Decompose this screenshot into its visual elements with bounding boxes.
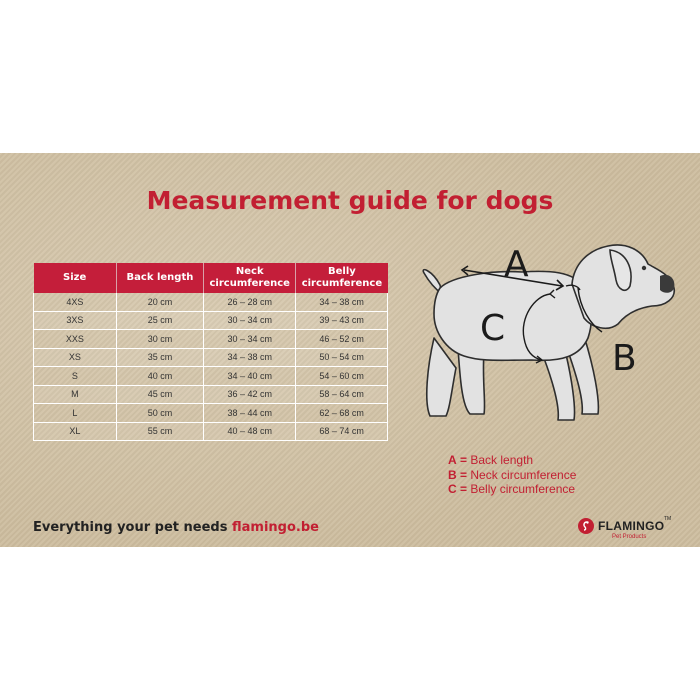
legend-sep-b: = bbox=[460, 467, 468, 482]
legend-item-c bbox=[448, 482, 576, 497]
legend-sep-a: = bbox=[460, 453, 468, 467]
measurement-banner bbox=[0, 153, 700, 547]
cell-neck: 30 – 34 cm bbox=[204, 311, 296, 330]
website-link[interactable]: flamingo.be bbox=[232, 520, 319, 535]
cell-neck: 38 – 44 cm bbox=[204, 404, 296, 423]
cell-neck: 26 – 28 cm bbox=[204, 293, 296, 311]
legend-text-a: Back length bbox=[470, 453, 534, 467]
measurement-legend bbox=[448, 453, 576, 497]
dog-eye bbox=[642, 266, 646, 270]
cell-size: 3XS bbox=[34, 311, 117, 330]
label-b: B bbox=[612, 338, 637, 379]
table-header-row bbox=[34, 263, 388, 293]
cell-belly: 62 – 68 cm bbox=[296, 404, 388, 423]
legend-key-c: C bbox=[448, 482, 457, 496]
dog-nose bbox=[660, 275, 674, 293]
header-neck: Neck circumference bbox=[204, 263, 296, 293]
tagline-text: Everything your pet needs bbox=[33, 520, 228, 535]
legend-text-c: Belly circumference bbox=[470, 482, 576, 496]
legend-item-a bbox=[448, 453, 576, 468]
header-size: Size bbox=[34, 263, 117, 293]
label-c: C bbox=[480, 308, 506, 349]
logo-brand: FLAMINGO bbox=[598, 519, 665, 533]
legend-sep-c: = bbox=[460, 482, 468, 496]
cell-back-length: 50 cm bbox=[116, 404, 203, 423]
cell-size: 4XS bbox=[34, 293, 117, 311]
table-row bbox=[34, 311, 388, 330]
dog-silhouette bbox=[423, 245, 674, 420]
cell-belly: 39 – 43 cm bbox=[296, 311, 388, 330]
cell-back-length: 35 cm bbox=[116, 348, 203, 367]
label-a: A bbox=[504, 244, 529, 285]
cell-size: M bbox=[34, 385, 117, 404]
cell-belly: 34 – 38 cm bbox=[296, 293, 388, 311]
cell-back-length: 55 cm bbox=[116, 422, 203, 441]
table-row bbox=[34, 422, 388, 441]
flamingo-logo bbox=[578, 515, 678, 545]
logo-tm: TM bbox=[664, 516, 672, 522]
flamingo-logo-icon bbox=[578, 518, 594, 534]
cell-size: XS bbox=[34, 348, 117, 367]
legend-key-b: B bbox=[448, 467, 457, 482]
legend-item-b bbox=[448, 468, 576, 483]
cell-size: XXS bbox=[34, 330, 117, 349]
size-table bbox=[33, 263, 388, 441]
legend-text-b: Neck circumference bbox=[470, 467, 577, 482]
header-belly: Belly circumference bbox=[296, 263, 388, 293]
cell-back-length: 40 cm bbox=[116, 367, 203, 386]
table-row bbox=[34, 330, 388, 349]
page-title: Measurement guide for dogs bbox=[146, 186, 554, 215]
cell-belly: 68 – 74 cm bbox=[296, 422, 388, 441]
cell-belly: 50 – 54 cm bbox=[296, 348, 388, 367]
header-back-length: Back length bbox=[116, 263, 203, 293]
cell-back-length: 25 cm bbox=[116, 311, 203, 330]
cell-neck: 30 – 34 cm bbox=[204, 330, 296, 349]
table-row bbox=[34, 293, 388, 311]
cell-neck: 34 – 38 cm bbox=[204, 348, 296, 367]
cell-back-length: 30 cm bbox=[116, 330, 203, 349]
logo-subtitle: Pet Products bbox=[612, 534, 647, 540]
size-table-body bbox=[34, 293, 388, 441]
table-row bbox=[34, 385, 388, 404]
dog-diagram bbox=[412, 228, 692, 448]
table-row bbox=[34, 367, 388, 386]
cell-back-length: 45 cm bbox=[116, 385, 203, 404]
cell-back-length: 20 cm bbox=[116, 293, 203, 311]
cell-belly: 54 – 60 cm bbox=[296, 367, 388, 386]
cell-neck: 40 – 48 cm bbox=[204, 422, 296, 441]
cell-size: S bbox=[34, 367, 117, 386]
cell-belly: 58 – 64 cm bbox=[296, 385, 388, 404]
cell-belly: 46 – 52 cm bbox=[296, 330, 388, 349]
footer-tagline bbox=[33, 520, 319, 535]
cell-size: XL bbox=[34, 422, 117, 441]
cell-size: L bbox=[34, 404, 117, 423]
cell-neck: 36 – 42 cm bbox=[204, 385, 296, 404]
cell-neck: 34 – 40 cm bbox=[204, 367, 296, 386]
legend-key-a: A bbox=[448, 453, 457, 467]
table-row bbox=[34, 404, 388, 423]
table-row bbox=[34, 348, 388, 367]
